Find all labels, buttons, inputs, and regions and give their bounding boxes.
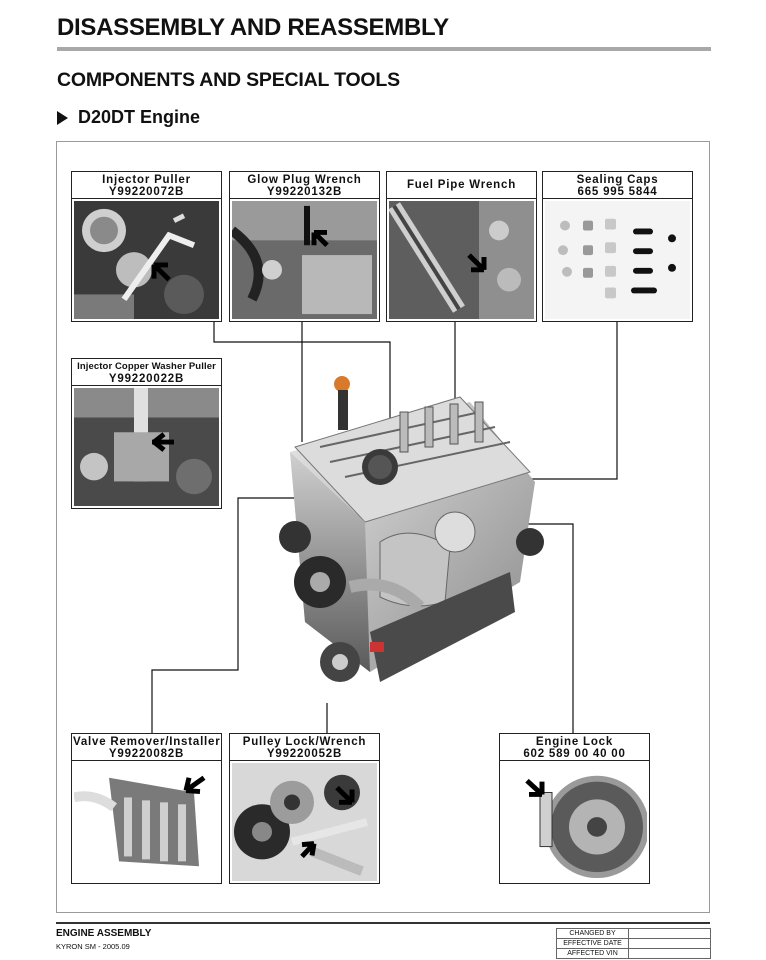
tool-photo [502,763,647,881]
tool-label [72,734,221,761]
tool-glow-plug-wrench [229,171,380,322]
revision-table [556,928,711,959]
tool-name: Injector Copper Washer Puller [77,361,216,372]
tool-label [72,172,221,199]
tool-photo [389,201,534,319]
footer-model: KYRON SM - 2005.09 [56,942,130,951]
tool-label [543,172,692,199]
tool-photo [232,201,377,319]
footer-rule [56,922,710,924]
affected-vin-label: AFFECTED VIN [557,949,629,959]
tool-photo [545,201,690,319]
tool-engine-lock [499,733,650,884]
tool-sealing-caps [542,171,693,322]
tool-label [387,172,536,199]
tool-pulley-lock [229,733,380,884]
tool-name: Fuel Pipe Wrench [406,179,517,191]
tool-code: 602 589 00 40 00 [523,748,626,760]
tool-fuel-pipe-wrench [386,171,537,322]
tool-photo [74,388,219,506]
tool-code: Y99220052B [266,748,343,760]
tool-valve-remover [71,733,222,884]
tool-name: Pulley Lock/Wrench [242,736,367,748]
section-title: COMPONENTS AND SPECIAL TOOLS [57,69,400,91]
tool-name: Glow Plug Wrench [247,174,362,186]
footer-section: ENGINE ASSEMBLY [56,928,152,939]
tool-name: Injector Puller [102,174,191,186]
page-title: DISASSEMBLY AND REASSEMBLY [57,14,449,41]
tool-code: Y99220132B [266,186,343,198]
tool-photo [74,201,219,319]
tool-code: 665 995 5844 [577,186,658,198]
tool-label [230,734,379,761]
engine-illustration [250,372,550,712]
tool-code: Y99220072B [108,186,185,198]
tool-copper-washer-puller [71,358,222,509]
changed-by-value [629,929,711,939]
tool-label [72,359,221,386]
tool-photo [74,763,219,881]
tool-name: Valve Remover/Installer [73,736,221,748]
tool-code: Y99220022B [108,373,185,385]
effective-date-value [629,939,711,949]
changed-by-label: CHANGED BY [557,929,629,939]
tool-label [500,734,649,761]
tool-name: Engine Lock [535,736,614,748]
effective-date-label: EFFECTIVE DATE [557,939,629,949]
affected-vin-value [629,949,711,959]
tool-code: Y99220082B [108,748,185,760]
tool-label [230,172,379,199]
engine-heading-label: D20DT Engine [78,107,201,127]
tool-photo [232,763,377,881]
tool-name: Sealing Caps [576,174,659,186]
tool-injector-puller [71,171,222,322]
